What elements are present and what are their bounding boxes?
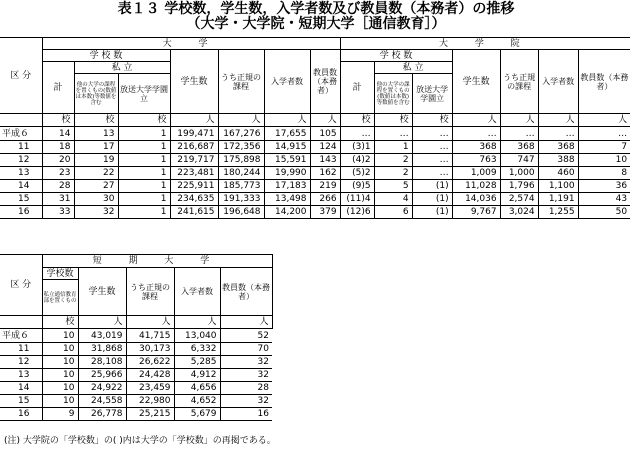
table-cell: (9)5 [340, 180, 374, 193]
row-label: 平成６ [0, 329, 42, 343]
header-tiny-note-2: 私立通信教育部を置くもの [42, 280, 78, 316]
table-cell: 27 [74, 180, 118, 193]
row-label: 16 [0, 408, 42, 421]
unit-cell: 人 [452, 114, 500, 127]
table-cell: 2 [374, 167, 412, 180]
table-cell: 460 [538, 167, 578, 180]
table-cell: 172,356 [218, 141, 264, 154]
table-cell: … [538, 127, 578, 141]
table-cell: 167,276 [218, 127, 264, 141]
table-cell: 23,459 [126, 382, 174, 395]
row-label: 13 [0, 369, 42, 382]
table-cell: 18 [42, 141, 74, 154]
table-cell: 162 [310, 167, 340, 180]
table-cell: 1,796 [500, 180, 538, 193]
header-gakuin-uchi-seiki: うち正規の課程 [500, 50, 538, 114]
table-cell: 4,912 [174, 369, 220, 382]
unit-row [0, 114, 630, 127]
table-title: 表１３ 学校数，学生数，入学者数及び教員数（本務者）の推移 [117, 1, 515, 17]
table-row [0, 206, 630, 219]
table-cell: 17,183 [264, 180, 310, 193]
table-cell: 10 [578, 154, 630, 167]
unit-cell: 校 [340, 114, 374, 127]
header-gakuin-gakuseisu: 学生数 [452, 50, 500, 114]
header-gakuin-gakkosu: 学 校 数 [340, 50, 452, 62]
table-cell: 52 [220, 329, 272, 343]
table-cell: 1 [118, 127, 170, 141]
header-nyugakusha-2: 入学者数 [174, 268, 220, 316]
table2-body [0, 329, 272, 421]
table-cell: 11,028 [452, 180, 500, 193]
row-label: 15 [0, 395, 42, 408]
table-cell: (1) [412, 206, 452, 219]
table-cell: 185,773 [218, 180, 264, 193]
table-cell: 32 [74, 206, 118, 219]
row-label: 16 [0, 206, 42, 219]
header-uchi-seiki-2: うち正規の課程 [126, 268, 174, 316]
table-row [0, 329, 272, 343]
table-cell: 763 [452, 154, 500, 167]
table-cell: 32 [220, 356, 272, 369]
table-cell: 10 [42, 395, 78, 408]
table-cell: 747 [500, 154, 538, 167]
table-cell: 10 [42, 382, 78, 395]
table-subtitle: （大学・大学院・短期大学［通信教育］） [186, 16, 446, 32]
table-cell: 4,652 [174, 395, 220, 408]
table-cell: 41,715 [126, 329, 174, 343]
table-cell: 143 [310, 154, 340, 167]
table-cell: 24,922 [78, 382, 126, 395]
table-cell: 1 [118, 193, 170, 206]
table-cell: 33 [42, 206, 74, 219]
table-cell: 4,656 [174, 382, 220, 395]
table-cell: 368 [452, 141, 500, 154]
table-cell: 1 [374, 141, 412, 154]
table-cell: 24,558 [78, 395, 126, 408]
table-cell: (3)1 [340, 141, 374, 154]
row-label: 11 [0, 141, 42, 154]
unit-cell: 校 [74, 114, 118, 127]
table-cell: … [374, 127, 412, 141]
header-tiny-note: 他の大学の課程を置くもの(数値は本数)等数値を含む [74, 74, 118, 114]
unit-cell: 人 [174, 316, 220, 329]
unit-cell: 人 [170, 114, 218, 127]
table-cell: 1 [118, 167, 170, 180]
table-cell: … [452, 127, 500, 141]
table-cell: 13 [74, 127, 118, 141]
header-gakuin-tiny-note: 他の大学の課程を置くもの(数値は本数)等数値を含む [374, 74, 412, 114]
table-cell: 223,481 [170, 167, 218, 180]
table-cell: 5,285 [174, 356, 220, 369]
table-cell: 10 [42, 329, 78, 343]
table-cell: 25,215 [126, 408, 174, 421]
table-cell: 219 [310, 180, 340, 193]
header-uchi-seiki: うち正規の課程 [218, 50, 264, 114]
table-cell: … [578, 127, 630, 141]
table-cell: 1 [118, 180, 170, 193]
row-label: 12 [0, 154, 42, 167]
table-cell: 5 [374, 180, 412, 193]
table-row [0, 141, 630, 154]
table-row [0, 356, 272, 369]
table-cell: 196,648 [218, 206, 264, 219]
table-cell: 1 [118, 206, 170, 219]
table-cell: 191,333 [218, 193, 264, 206]
unit-cell: 校 [42, 114, 74, 127]
table-cell: 30,173 [126, 343, 174, 356]
header-gakkosu-2: 学校数 [42, 268, 78, 280]
table-cell: 1,009 [452, 167, 500, 180]
table-cell: 19,990 [264, 167, 310, 180]
table-cell: 175,898 [218, 154, 264, 167]
table-cell: (11)4 [340, 193, 374, 206]
table-cell: 1 [118, 154, 170, 167]
table-cell: … [500, 127, 538, 141]
table-cell: … [412, 154, 452, 167]
unit-cell: 人 [578, 114, 630, 127]
table-cell: 22,980 [126, 395, 174, 408]
row-label: 15 [0, 193, 42, 206]
table-cell: 26,778 [78, 408, 126, 421]
table-cell: 32 [220, 395, 272, 408]
table-cell: 17,655 [264, 127, 310, 141]
table-cell: 43 [578, 193, 630, 206]
table-cell: 2 [374, 154, 412, 167]
table-cell: 28 [42, 180, 74, 193]
unit-cell: 人 [264, 114, 310, 127]
unit-cell: 人 [220, 316, 272, 329]
header-nyugakusha: 入学者数 [264, 50, 310, 114]
table-cell: 180,244 [218, 167, 264, 180]
table-cell: 388 [538, 154, 578, 167]
table-cell: 124 [310, 141, 340, 154]
table-cell: 16 [220, 408, 272, 421]
table-cell: 2,574 [500, 193, 538, 206]
table-cell: 5,679 [174, 408, 220, 421]
table-cell: (1) [412, 193, 452, 206]
header-gakuin-shiritsu: 私 立 [374, 62, 452, 74]
table-cell: 3,024 [500, 206, 538, 219]
table1-body [0, 127, 630, 219]
table-cell: 32 [220, 369, 272, 382]
table-cell: 19 [74, 154, 118, 167]
table-cell: 31 [42, 193, 74, 206]
table-row [0, 395, 272, 408]
table-cell: 30 [74, 193, 118, 206]
header-gakuseisu-2: 学生数 [78, 268, 126, 316]
table-cell: 9,767 [452, 206, 500, 219]
table-cell: 22 [74, 167, 118, 180]
table-cell: 105 [310, 127, 340, 141]
header-daigaku: 大 学 [42, 38, 340, 50]
row-label: 14 [0, 382, 42, 395]
header-gakkosu: 学 校 数 [42, 50, 170, 62]
table-cell: 20 [42, 154, 74, 167]
table-cell: 6 [374, 206, 412, 219]
table-cell: 70 [220, 343, 272, 356]
table-cell: 225,911 [170, 180, 218, 193]
unit-cell: 人 [78, 316, 126, 329]
row-header-cell: 区 分 [0, 38, 42, 114]
row-label: 平成６ [0, 127, 42, 141]
header-tanki: 短 期 大 学 [42, 255, 272, 268]
table-cell: 50 [578, 206, 630, 219]
table-cell: 28 [220, 382, 272, 395]
unit-cell: 校 [42, 316, 78, 329]
table-tanki-daigaku [0, 254, 273, 421]
table-cell: 1,100 [538, 180, 578, 193]
table-cell: (1) [412, 180, 452, 193]
table-cell: (4)2 [340, 154, 374, 167]
table-cell: 219,717 [170, 154, 218, 167]
table-cell: (5)2 [340, 167, 374, 180]
table-row [0, 167, 630, 180]
table-cell: (12)6 [340, 206, 374, 219]
table-cell: 234,635 [170, 193, 218, 206]
table-cell: 14,200 [264, 206, 310, 219]
table-cell: 13,040 [174, 329, 220, 343]
table-cell: 28,108 [78, 356, 126, 369]
table-cell: 36 [578, 180, 630, 193]
unit-cell: 校 [412, 114, 452, 127]
table-cell: 14,036 [452, 193, 500, 206]
table-cell: 26,622 [126, 356, 174, 369]
row-header-cell-2: 区 分 [0, 255, 42, 316]
table-row [0, 343, 272, 356]
table-cell: 241,615 [170, 206, 218, 219]
table-cell: 1,191 [538, 193, 578, 206]
table-cell: 13,498 [264, 193, 310, 206]
table-cell: 4 [374, 193, 412, 206]
table-row [0, 127, 630, 141]
table-cell: 14 [42, 127, 74, 141]
table-cell: 25,966 [78, 369, 126, 382]
table-cell: 7 [578, 141, 630, 154]
header-gakuin-hoso: 放送大学学園立 [412, 74, 452, 114]
table-cell: 15,591 [264, 154, 310, 167]
table-cell: 199,471 [170, 127, 218, 141]
table-cell: 1,000 [500, 167, 538, 180]
table-cell: 17 [74, 141, 118, 154]
table-cell: 368 [500, 141, 538, 154]
header-shiritsu: 私 立 [74, 62, 170, 74]
table-cell: 266 [310, 193, 340, 206]
table-cell: 8 [578, 167, 630, 180]
table-cell: 23 [42, 167, 74, 180]
unit-cell: 校 [118, 114, 170, 127]
header-gakuin-kyoin: 教員数（本務者） [578, 50, 630, 114]
unit-cell: 人 [126, 316, 174, 329]
unit-cell: 校 [374, 114, 412, 127]
row-label: 14 [0, 180, 42, 193]
table-cell: 10 [42, 343, 78, 356]
table-cell: 14,915 [264, 141, 310, 154]
header-kyoin-2: 教員数（本務者） [220, 268, 272, 316]
row-label: 13 [0, 167, 42, 180]
table-row [0, 369, 272, 382]
table-cell: 31,868 [78, 343, 126, 356]
row-label: 12 [0, 356, 42, 369]
table-cell: 216,687 [170, 141, 218, 154]
table-cell: 368 [538, 141, 578, 154]
table-cell: 10 [42, 356, 78, 369]
unit-cell: 人 [500, 114, 538, 127]
header-hoso: 放送大学学園立 [118, 74, 170, 114]
table-cell: 24,428 [126, 369, 174, 382]
table-cell: … [412, 141, 452, 154]
table-cell: 43,019 [78, 329, 126, 343]
table-row [0, 408, 272, 421]
table-row [0, 180, 630, 193]
table-cell: 1,255 [538, 206, 578, 219]
table-row [0, 154, 630, 167]
table-cell: 6,332 [174, 343, 220, 356]
table-cell: … [412, 167, 452, 180]
unit-cell: 人 [218, 114, 264, 127]
unit-cell: 人 [538, 114, 578, 127]
unit-cell: 人 [310, 114, 340, 127]
table-cell: 10 [42, 369, 78, 382]
table-cell: 9 [42, 408, 78, 421]
table-cell: 379 [310, 206, 340, 219]
footnote: (注) 大学院の「学校数」の( )内は大学の「学校数」の再掲である。 [4, 436, 276, 446]
table-cell: 1 [118, 141, 170, 154]
header-kei: 計 [42, 62, 74, 114]
table-row [0, 193, 630, 206]
table-cell: … [412, 127, 452, 141]
table-daigaku-daigakuin [0, 37, 630, 219]
row-label: 11 [0, 343, 42, 356]
header-daigakuin: 大 学 院 [340, 38, 630, 50]
unit-row-2 [0, 316, 272, 329]
header-kyoin: 教員数（本務者） [310, 50, 340, 114]
header-gakuin-nyugakusha: 入学者数 [538, 50, 578, 114]
header-gakuseisu: 学生数 [170, 50, 218, 114]
table-cell: … [340, 127, 374, 141]
header-gakuin-kei: 計 [340, 62, 374, 114]
table-row [0, 382, 272, 395]
